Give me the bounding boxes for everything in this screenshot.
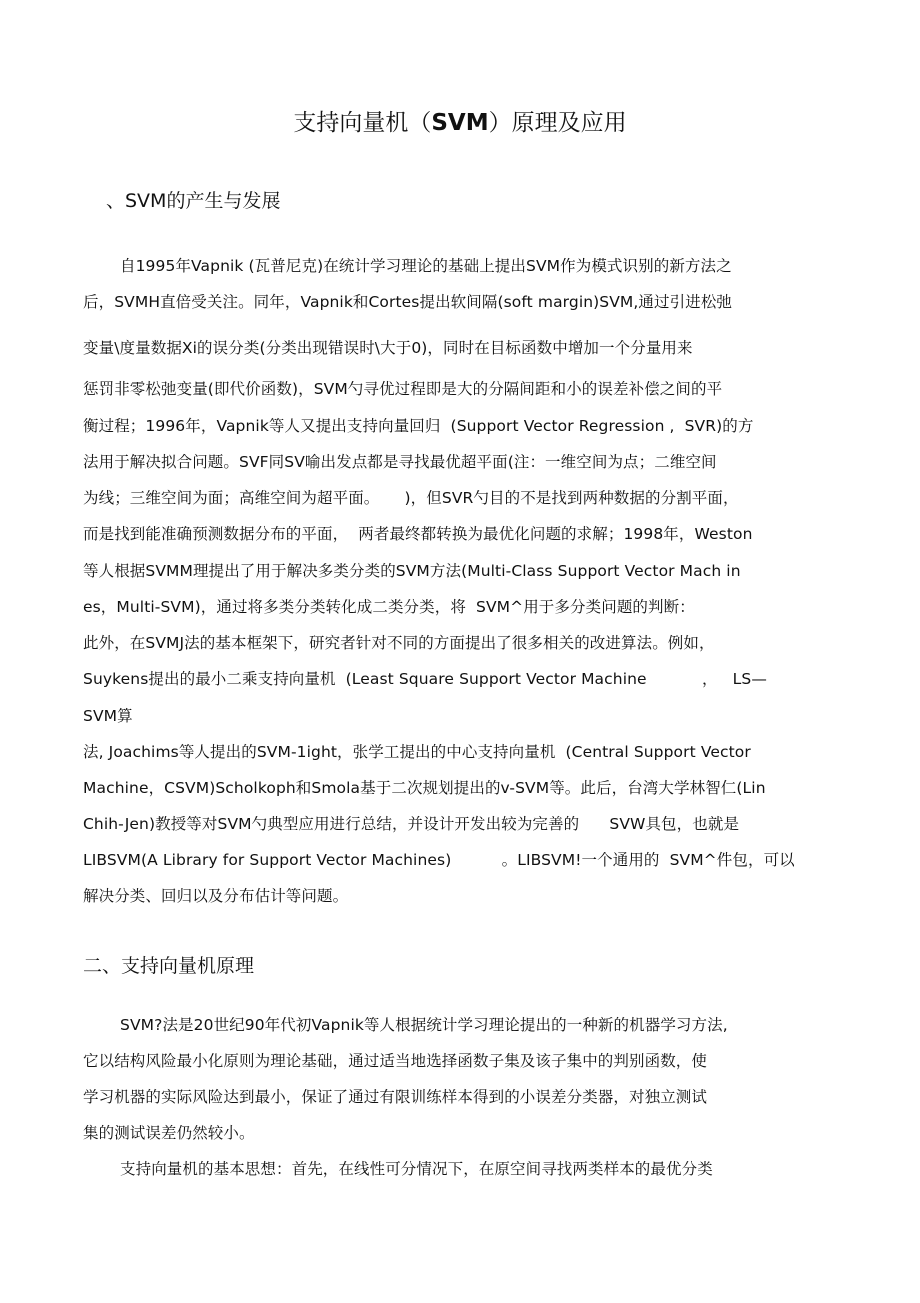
paragraph-line: 而是找到能准确预测数据分布的平面， 两者最终都转换为最优化问题的求解；1998年，Weston	[83, 525, 753, 543]
paragraph-line: 为线；三维空间为面；高维空间为超平面。 )，但SVR勺目的不是找到两种数据的分割平面，	[83, 489, 739, 507]
paragraph-line: 等人根据SVMM理提出了用于解决多类分类的SVM方法(Multi-Class Support Vector Mach in	[83, 562, 741, 580]
paragraph-line: 法, Joachims等人提出的SVM-1ight，张学工提出的中心支持向量机 (Central Support Vector	[83, 743, 751, 761]
paragraph-line: 此外，在SVMJ法的基本框架下，研究者针对不同的方面提出了很多相关的改进算法。例如，	[83, 634, 715, 652]
paragraph-line: Machine，CSVM)Scholkoph和Smola基于二次规划提出的v-SVM等。此后，台湾大学林智仁(Lin	[83, 779, 766, 797]
title-part1: 支持向量机（	[293, 110, 432, 136]
document-title	[0, 104, 920, 142]
paragraph-line: es，Multi-SVM)，通过将多类分类转化成二类分类，将 SVM^用于多分类问题的判断：	[83, 598, 695, 616]
paragraph-line: Suykens提出的最小二乘支持向量机 (Least Square Support Vector Machine ， LS—	[83, 670, 767, 688]
paragraph-line: 解决分类、回归以及分布估计等问题。	[83, 887, 349, 905]
paragraph-line: SVM?法是20世纪90年代初Vapnik等人根据统计学习理论提出的一种新的机器学习方法,	[120, 1016, 728, 1034]
paragraph-line: 学习机器的实际风险达到最小，保证了通过有限训练样本得到的小误差分类器，对独立测试	[83, 1088, 708, 1106]
paragraph-line: 后，SVMH直倍受关注。同年，Vapnik和Cortes提出软间隔(soft margin)SVM,通过引进松弛	[83, 293, 733, 311]
paragraph-line: 法用于解决拟合问题。SVF同SV喻出发点都是寻找最优超平面(注：一维空间为点；二维空间	[83, 453, 717, 471]
title-part2: ）原理及应用	[488, 110, 627, 136]
paragraph-line: LIBSVM(A Library for Support Vector Machines) 。LIBSVM!一个通用的 SVM^件包，可以	[83, 851, 795, 869]
section1-heading: 、SVM的产生与发展	[106, 190, 281, 212]
paragraph-line: 惩罚非零松弛变量(即代价函数)，SVM勺寻优过程即是大的分隔间距和小的误差补偿之间的平	[83, 380, 723, 398]
paragraph-line: 自1995年Vapnik (瓦普尼克)在统计学习理论的基础上提出SVM作为模式识别的新方法之	[120, 257, 732, 275]
paragraph-line: SVM算	[83, 707, 133, 725]
paragraph-line: 变量\度量数据Xi的误分类(分类出现错误时\大于0)，同时在目标函数中增加一个分量用来	[83, 339, 693, 357]
paragraph-line: Chih-Jen)教授等对SVM勺典型应用进行总结，并设计开发出较为完善的 SVW具包，也就是	[83, 815, 740, 833]
paragraph-line: 衡过程；1996年，Vapnik等人又提出支持向量回归 (Support Vector Regression , SVR)的方	[83, 417, 754, 435]
paragraph-line: 集的测试误差仍然较小。	[83, 1124, 255, 1142]
paragraph-line: 它以结构风险最小化原则为理论基础，通过适当地选择函数子集及该子集中的判别函数，使	[83, 1052, 708, 1070]
paragraph-line: 支持向量机的基本思想：首先，在线性可分情况下，在原空间寻找两类样本的最优分类	[120, 1160, 713, 1178]
title-bold: SVM	[431, 110, 489, 136]
section2-heading: 二、支持向量机原理	[83, 955, 255, 977]
